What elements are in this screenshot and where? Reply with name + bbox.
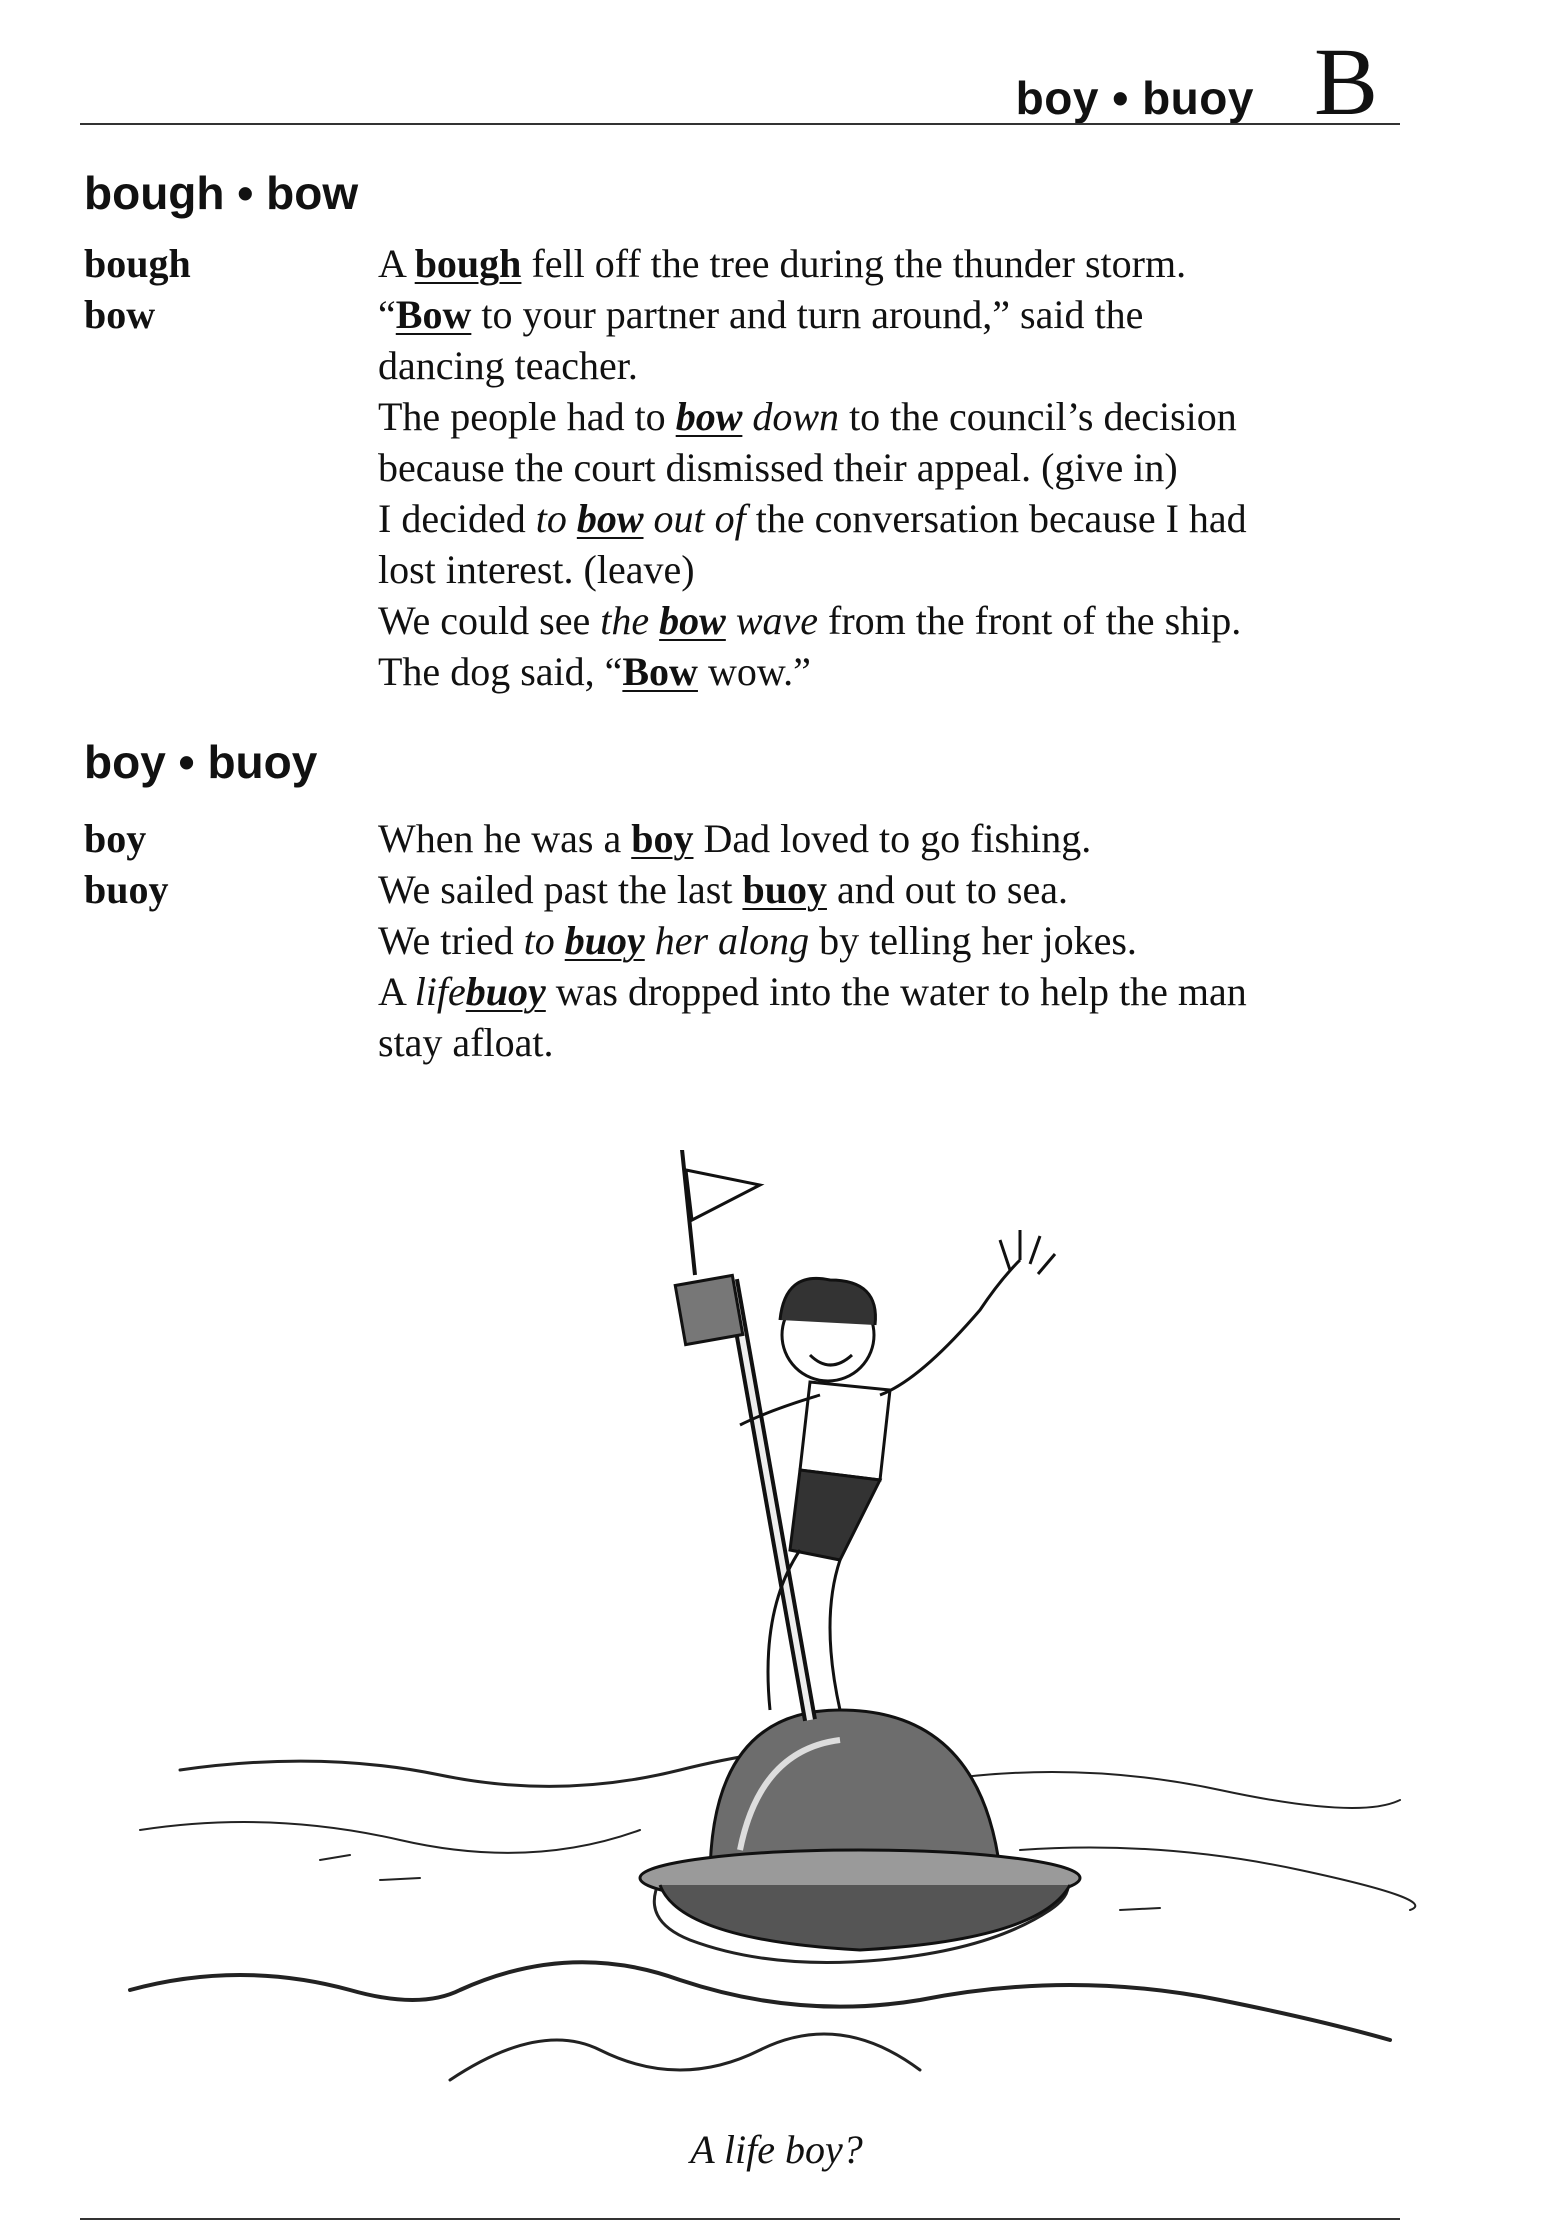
headword: bough bbox=[84, 241, 191, 286]
illustration-caption: A life boy? bbox=[690, 2127, 863, 2172]
section-heading-boy-buoy: boy • buoy bbox=[84, 736, 318, 788]
example-line bbox=[378, 442, 1414, 493]
boy-on-buoy-illustration bbox=[120, 1150, 1420, 2110]
text-run: A bbox=[378, 969, 415, 1014]
text-run: Dad loved to go fishing. bbox=[693, 816, 1092, 861]
example-line bbox=[378, 289, 1414, 340]
text-run: the bbox=[600, 598, 660, 643]
example-sentence bbox=[378, 391, 1414, 493]
keyword: buoy bbox=[742, 867, 827, 912]
keyword: buoy bbox=[564, 918, 645, 963]
text-run: out of bbox=[643, 496, 746, 541]
text-run: fell off the tree during the thunder storm. bbox=[521, 241, 1187, 286]
example-line bbox=[378, 1017, 1414, 1068]
keyword: Bow bbox=[395, 292, 472, 337]
keyword: bow bbox=[576, 496, 644, 541]
headword: buoy bbox=[84, 867, 169, 912]
text-run: lost interest. (leave) bbox=[378, 547, 695, 592]
text-run: We tried bbox=[378, 918, 524, 963]
example-sentence bbox=[378, 238, 1414, 289]
top-rule bbox=[80, 123, 1400, 125]
bottom-rule bbox=[80, 2218, 1400, 2220]
example-line bbox=[378, 493, 1414, 544]
wave-line bbox=[450, 2034, 920, 2080]
text-run: life bbox=[414, 969, 466, 1014]
buoy bbox=[640, 1710, 1080, 1950]
text-run: was dropped into the water to help the man bbox=[545, 969, 1247, 1014]
text-run: wave bbox=[725, 598, 818, 643]
example-line bbox=[378, 646, 1414, 697]
text-run: to bbox=[535, 496, 577, 541]
text-run: A bbox=[378, 241, 415, 286]
running-head-words: boy • buoy bbox=[1015, 72, 1254, 124]
example-sentence bbox=[378, 289, 1414, 391]
text-run: to the council’s decision bbox=[839, 394, 1237, 439]
text-run: The dog said, “ bbox=[378, 649, 623, 694]
text-run: because the court dismissed their appeal. (give in) bbox=[378, 445, 1178, 490]
example-line bbox=[378, 915, 1414, 966]
entry-row bbox=[84, 813, 1414, 1068]
keyword: bough bbox=[414, 241, 522, 286]
example-sentence bbox=[378, 595, 1414, 646]
running-head-letter: B bbox=[1313, 28, 1378, 135]
headword: boy bbox=[84, 816, 147, 861]
text-run: by telling her jokes. bbox=[809, 918, 1137, 963]
keyword: buoy bbox=[465, 969, 546, 1014]
keyword: Bow bbox=[622, 649, 698, 694]
text-run: and out to sea. bbox=[826, 867, 1069, 912]
entry-bough-bow bbox=[84, 238, 1414, 697]
headword: bow bbox=[84, 292, 156, 337]
example-line bbox=[378, 544, 1414, 595]
text-run: When he was a bbox=[378, 816, 632, 861]
text-run: We could see bbox=[378, 598, 601, 643]
text-run: “ bbox=[378, 292, 396, 337]
example-sentence bbox=[378, 813, 1414, 864]
example-line bbox=[378, 864, 1414, 915]
wave-line bbox=[140, 1822, 640, 1853]
example-sentence bbox=[378, 966, 1414, 1068]
text-run: her along bbox=[644, 918, 810, 963]
headword-list bbox=[84, 813, 364, 915]
text-run: wow.” bbox=[697, 649, 811, 694]
text-run: to bbox=[523, 918, 565, 963]
section-heading-bough-bow: bough • bow bbox=[84, 167, 359, 219]
text-run: The people had to bbox=[378, 394, 676, 439]
example-sentence bbox=[378, 864, 1414, 915]
text-run: dancing teacher. bbox=[378, 343, 638, 388]
wave-line bbox=[130, 1962, 1390, 2040]
example-sentence bbox=[378, 646, 1414, 697]
example-line bbox=[378, 340, 1414, 391]
text-run: from the front of the ship. bbox=[818, 598, 1242, 643]
text-run: to your partner and turn around,” said the bbox=[471, 292, 1144, 337]
example-line bbox=[378, 966, 1414, 1017]
example-line bbox=[378, 238, 1414, 289]
example-line bbox=[378, 595, 1414, 646]
text-run: down bbox=[742, 394, 840, 439]
example-line bbox=[378, 391, 1414, 442]
running-head bbox=[1015, 28, 1378, 135]
example-line bbox=[378, 813, 1414, 864]
example-list bbox=[378, 238, 1414, 697]
text-run: We sailed past the last bbox=[378, 867, 743, 912]
text-run: the conversation because I had bbox=[745, 496, 1247, 541]
keyword: boy bbox=[631, 816, 694, 861]
text-run: I decided bbox=[378, 496, 536, 541]
entry-row bbox=[84, 238, 1414, 697]
keyword: bow bbox=[675, 394, 743, 439]
example-sentence bbox=[378, 493, 1414, 595]
headword-list bbox=[84, 238, 364, 340]
example-sentence bbox=[378, 915, 1414, 966]
entry-boy-buoy bbox=[84, 813, 1414, 1068]
keyword: bow bbox=[659, 598, 726, 643]
boy bbox=[740, 1230, 1055, 1710]
buoy-pole bbox=[669, 1150, 810, 1720]
text-run: stay afloat. bbox=[378, 1020, 554, 1065]
example-list bbox=[378, 813, 1414, 1068]
wave-line bbox=[940, 1772, 1400, 1808]
